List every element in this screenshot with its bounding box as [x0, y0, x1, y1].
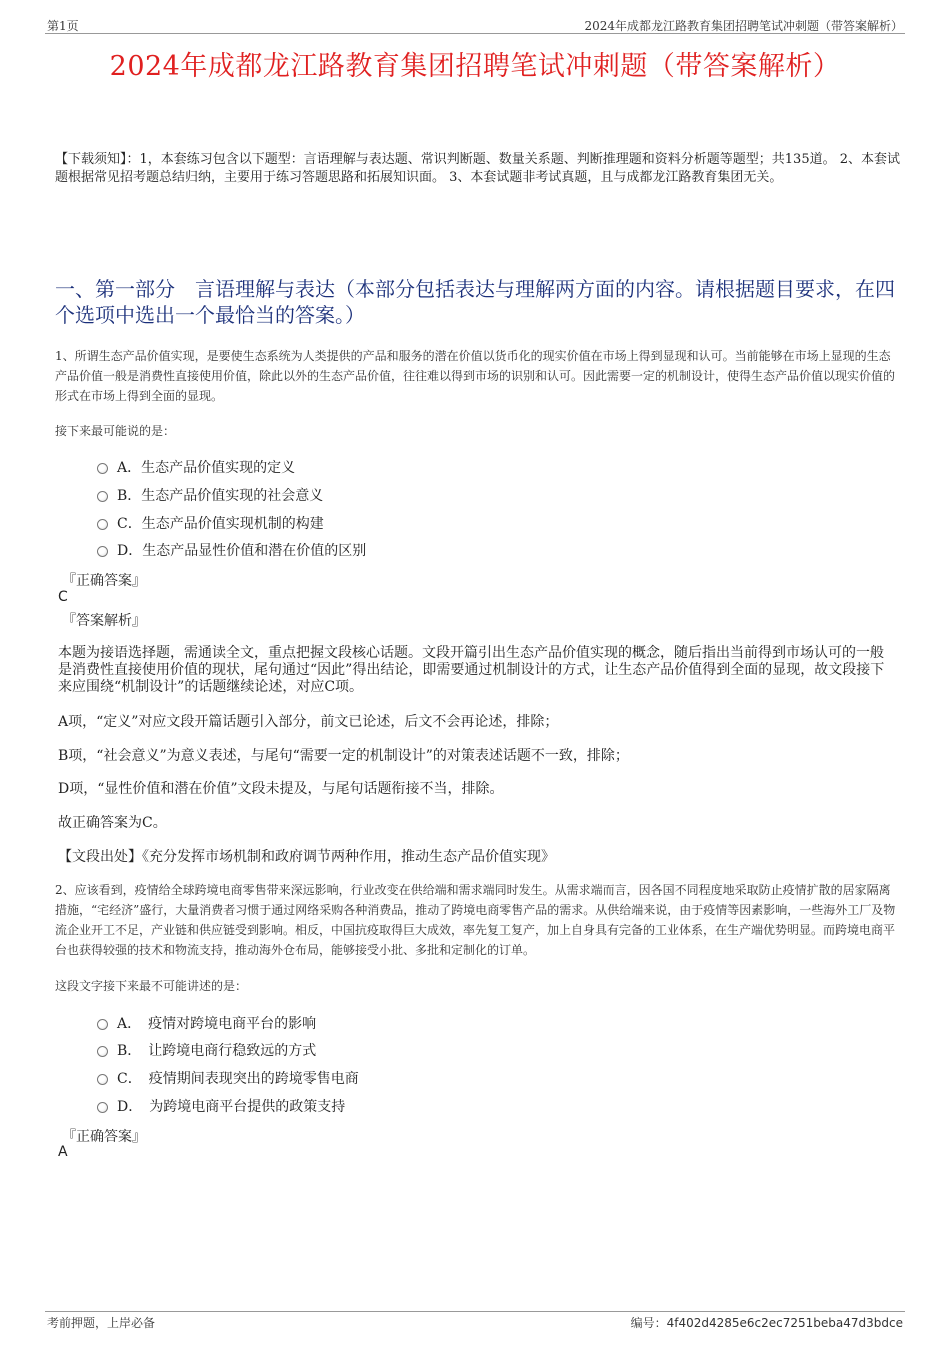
header-doc-title: 2024年成都龙江路教育集团招聘笔试冲刺题（带答案解析） — [584, 19, 903, 33]
q2-option-b[interactable] — [97, 1040, 316, 1060]
header-divider — [45, 33, 905, 34]
footer-code-label: 编号： — [630, 1316, 667, 1330]
q1-note-b: B项，“社会意义”为意义表述，与尾句“需要一定的机制设计”的对策表述话题不一致，排除； — [58, 748, 629, 764]
page-number: 第1页 — [47, 19, 79, 33]
q1-answer: C — [58, 589, 68, 605]
option-label: B． 让跨境电商行稳致远的方式 — [117, 1043, 317, 1059]
option-label: C．生态产品价值实现机制的构建 — [117, 516, 324, 532]
q1-option-d[interactable] — [97, 540, 366, 560]
radio-icon[interactable] — [97, 1019, 108, 1030]
question-2-text: 2、应该看到，疫情给全球跨境电商零售带来深远影响，行业改变在供给端和需求端同时发生。从需求端而言，因各国不同程度地采取防止疫情扩散的居家隔离措施，“宅经济”盛行，大量消费者习惯于通过网络采购各种消费品，推动了跨境电商零售产品的需求。从供给端来说，由于疫情等因素影响，一些海外工厂及物流企业开工不足，产业链和供应链受到影响。相反，中国抗疫取得巨大成效，率先复工复产，加上自身具有完备的工业体系，在生产端优势明显。而跨境电商平台也获得较强的技术和物流支持，推动海外仓布局，能够接受小批、多批和定制化的订单。 — [55, 883, 896, 957]
q1-analysis-label: 『答案解析』 — [62, 613, 146, 629]
option-label: B．生态产品价值实现的社会意义 — [117, 488, 324, 504]
question-1-prompt: 接下来最可能说的是： — [55, 424, 176, 438]
q2-option-c[interactable] — [97, 1068, 359, 1088]
radio-icon[interactable] — [97, 546, 108, 557]
footer-code-value: 4f402d4285e6c2ec7251beba47d3bdce — [666, 1316, 903, 1330]
section-heading: 一、第一部分 言语理解与表达（本部分包括表达与理解两方面的内容。请根据题目要求，在四个选项中选出一个最恰当的答案。） — [55, 277, 895, 327]
footer-slogan: 考前押题，上岸必备 — [47, 1316, 156, 1330]
q2-answer: A — [58, 1144, 68, 1160]
q1-note-d: D项，“显性价值和潜在价值”文段未提及，与尾句话题衔接不当，排除。 — [58, 781, 504, 797]
footer-code — [631, 1314, 903, 1331]
download-notice: 【下载须知】：1，本套练习包含以下题型：言语理解与表达题、常识判断题、数量关系题、判断推理题和资料分析题等题型；共135道。 2、本套试题根据常见招考题总结归纳，主要用于练习答题思路和拓展知识面。 3、本套试题非考试真题，且与成都龙江路教育集团无关。 — [55, 152, 900, 185]
question-1-text: 1、所谓生态产品价值实现，是要使生态系统为人类提供的产品和服务的潜在价值以货币化的现实价值在市场上得到显现和认可。当前能够在市场上显现的生态产品价值一般是消费性直接使用价值，除此以外的生态产品价值，往往难以得到市场的识别和认可。因此需要一定的机制设计，使得生态产品价值以现实价值的形式在市场上得到全面的显现。 — [55, 349, 896, 403]
option-label: A． 疫情对跨境电商平台的影响 — [117, 1016, 317, 1032]
radio-icon[interactable] — [97, 519, 108, 530]
q1-option-c[interactable] — [97, 513, 324, 533]
option-label: D．生态产品显性价值和潜在价值的区别 — [117, 543, 367, 559]
q1-analysis: 本题为接语选择题，需通读全文，重点把握文段核心话题。文段开篇引出生态产品价值实现的概念，随后指出当前得到市场认可的一般是消费性直接使用价值的现状，尾句通过“因此”得出结论，即需要通过机制设计的方式，让生态产品价值得到全面的显现，故文段接下来应围绕“机制设计”的话题继续论述，对应C项。 — [58, 645, 885, 695]
radio-icon[interactable] — [97, 463, 108, 474]
q2-option-a[interactable] — [97, 1013, 316, 1033]
question-2-prompt: 这段文字接下来最不可能讲述的是： — [55, 979, 248, 993]
radio-icon[interactable] — [97, 1102, 108, 1113]
option-label: A．生态产品价值实现的定义 — [117, 460, 296, 476]
q1-conclusion: 故正确答案为C。 — [58, 815, 167, 831]
radio-icon[interactable] — [97, 1074, 108, 1085]
q2-answer-label: 『正确答案』 — [62, 1129, 146, 1145]
footer-divider — [45, 1311, 905, 1312]
q1-source: 【文段出处】《充分发挥市场机制和政府调节两种作用，推动生态产品价值实现》 — [58, 849, 555, 865]
q2-option-d[interactable] — [97, 1096, 345, 1116]
radio-icon[interactable] — [97, 491, 108, 502]
q1-option-a[interactable] — [97, 457, 295, 477]
q1-note-a: A项，“定义”对应文段开篇话题引入部分，前文已论述，后文不会再论述，排除； — [58, 714, 559, 730]
q1-answer-label: 『正确答案』 — [62, 573, 146, 589]
q1-option-b[interactable] — [97, 485, 323, 505]
option-label: D． 为跨境电商平台提供的政策支持 — [117, 1099, 346, 1115]
option-label: C． 疫情期间表现突出的跨境零售电商 — [117, 1071, 359, 1087]
radio-icon[interactable] — [97, 1046, 108, 1057]
page-title: 2024年成都龙江路教育集团招聘笔试冲刺题（带答案解析） — [109, 51, 841, 82]
